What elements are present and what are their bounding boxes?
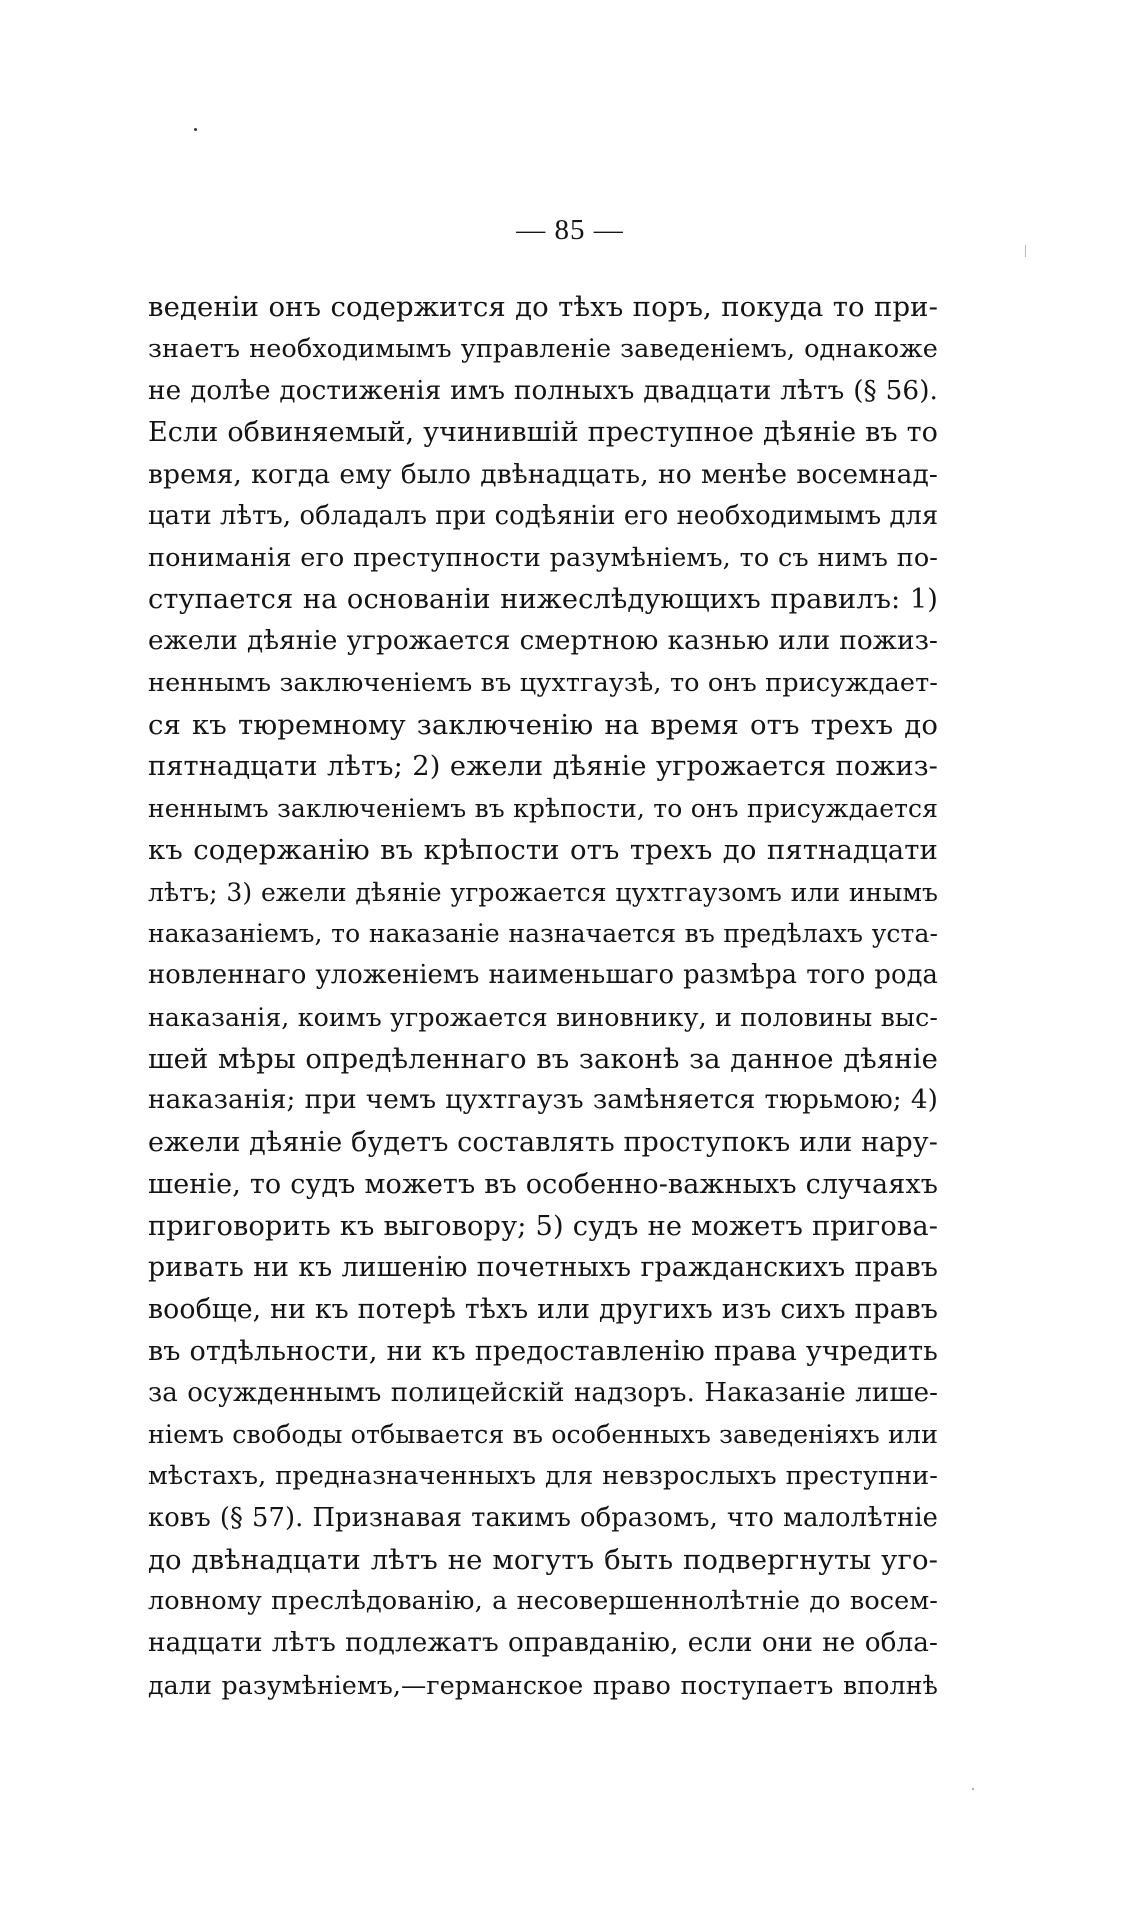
body-text — [148, 287, 938, 1707]
text-line: новленнаго уложеніемъ наименьшаго размѣра того рода — [148, 960, 938, 990]
text-line: къ содержанію въ крѣпости отъ трехъ до пятнадцати — [148, 833, 938, 866]
text-line: надцати лѣтъ подлежатъ оправданію, если они не обла- — [148, 1628, 938, 1658]
text-line: дали разумѣніемъ,—германское право поступаетъ вполнѣ — [148, 1670, 938, 1700]
text-line: не долѣе достиженія имъ полныхъ двадцати лѣтъ (§ 56). — [148, 375, 938, 406]
ink-speck — [972, 1788, 974, 1790]
text-line: ковъ (§ 57). Признавая такимъ образомъ, что малолѣтніе — [148, 1502, 938, 1533]
text-line: веденіи онъ содержится до тѣхъ поръ, покуда то при- — [148, 291, 938, 323]
text-line: ловному преслѣдованію, а несовершеннолѣтніе до восем- — [148, 1586, 938, 1617]
page-number: — 85 — — [516, 214, 624, 246]
text-line: за осужденнымъ полицейскій надзоръ. Наказаніе лише- — [148, 1377, 938, 1408]
text-line: до двѣнадцати лѣтъ не могутъ быть подвергнуты уго- — [148, 1543, 938, 1576]
text-line: знаетъ необходимымъ управленіе заведеніемъ, однакоже — [148, 333, 938, 364]
text-line: время, когда ему было двѣнадцать, но менѣе восемнад- — [148, 459, 938, 490]
text-line: ривать ни къ лишенію почетныхъ гражданскихъ правъ — [148, 1252, 938, 1284]
text-line: въ отдѣльности, ни къ предоставленію права учредить — [148, 1335, 938, 1367]
text-line: цати лѣтъ, обладалъ при содѣяніи его необходимымъ для — [148, 500, 939, 531]
text-line: наказанія; при чемъ цухтгаузъ замѣняется тюрьмою; 4) — [148, 1085, 938, 1116]
text-line: мѣстахъ, предназначенныхъ для невзрослыхъ преступни- — [148, 1461, 938, 1491]
text-line: шеніе, то судъ можетъ въ особенно-важныхъ случаяхъ — [148, 1168, 938, 1200]
text-line: ступается на основаніи нижеслѣдующихъ правилъ: 1) — [148, 584, 938, 616]
text-line: шей мѣры опредѣленнаго въ законѣ за данное дѣяніе — [148, 1042, 938, 1075]
text-line: ся къ тюремному заключенію на время отъ трехъ до — [148, 708, 938, 741]
text-line: вообще, ни къ потерѣ тѣхъ или другихъ изъ сихъ правъ — [148, 1294, 938, 1325]
text-line: Если обвиняемый, учинившій преступное дѣяніе въ то — [148, 417, 938, 449]
text-line: неннымъ заключеніемъ въ цухтгаузѣ, то онъ присуждает- — [148, 667, 938, 698]
text-line: ежели дѣяніе будетъ составлять проступокъ или нару- — [148, 1127, 938, 1158]
text-line: лѣтъ; 3) ежели дѣяніе угрожается цухтгаузомъ или инымъ — [148, 877, 938, 907]
text-line: пятнадцати лѣтъ; 2) ежели дѣяніе угрожается пожиз- — [148, 751, 938, 783]
text-line: пониманія его преступности разумѣніемъ, то съ нимъ по- — [148, 542, 938, 573]
text-line: наказаніемъ, то наказаніе назначается въ предѣлахъ уста- — [148, 919, 938, 949]
ink-speck — [194, 128, 197, 131]
text-line: ніемъ свободы отбывается въ особенныхъ заведеніяхъ или — [148, 1420, 938, 1450]
text-line: приговорить къ выговору; 5) судъ не можетъ пригова- — [148, 1210, 938, 1242]
text-line: ежели дѣяніе угрожается смертною казнью или пожиз- — [148, 626, 938, 656]
text-line: неннымъ заключеніемъ въ крѣпости, то онъ присуждается — [148, 794, 938, 823]
text-line: наказанія, коимъ угрожается виновнику, и половины выс- — [148, 1002, 938, 1032]
